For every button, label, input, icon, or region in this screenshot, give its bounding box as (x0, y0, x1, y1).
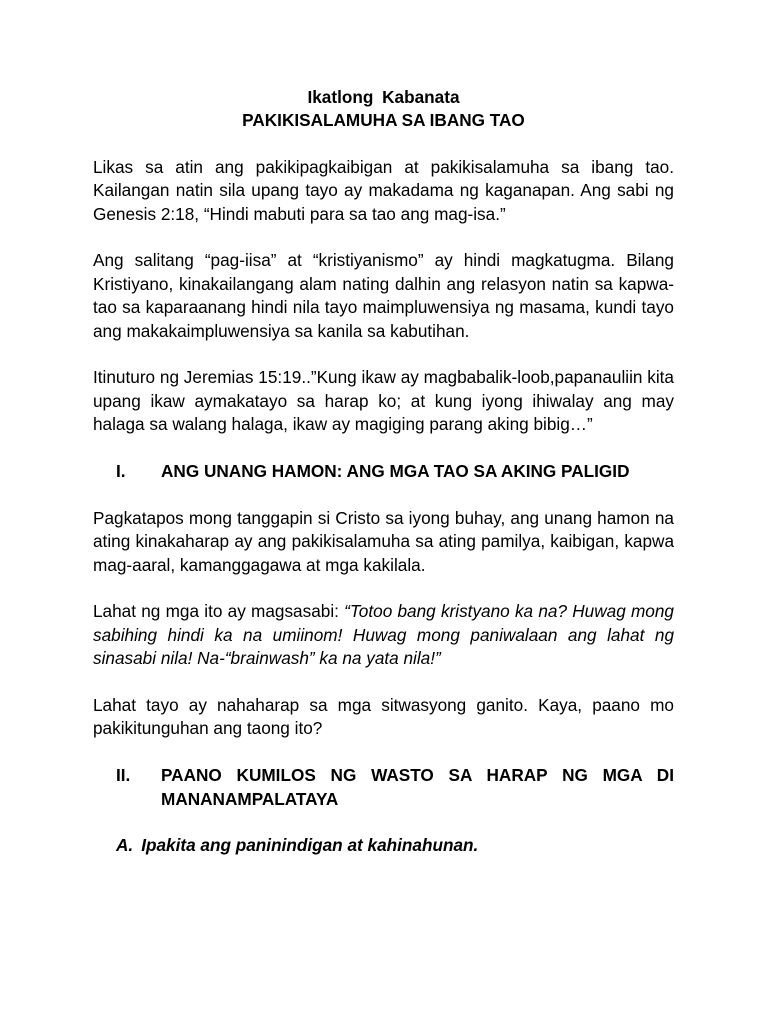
chapter-heading: PAKIKISALAMUHA SA IBANG TAO (242, 110, 525, 131)
quote-text: “Totoo bang kristyano ka na? Huwag mong sabihing hindi ka na umiinom! Huwag mong paniwalaan ang lahat ng sinasabi nila! Na-“brainwash” ka na yata nila!” (93, 601, 674, 669)
subsection-heading-a (93, 834, 674, 857)
paragraph-question: Lahat tayo ay nahaharap sa mga sitwasyong ganito. Kaya, paano mo pakikitunguhan ang taong ito? (93, 695, 674, 739)
section-title-1: ANG UNANG HAMON: ANG MGA TAO SA AKING PALIGID (161, 461, 630, 482)
section-heading-1 (93, 460, 674, 483)
section-heading-2 (93, 764, 674, 811)
section-title-2: PAANO KUMILOS NG WASTO SA HARAP NG MGA DI MANANAMPALATAYA (161, 765, 674, 809)
section-number-1: I. (116, 461, 126, 482)
paragraph-christianity: Ang salitang “pag-iisa” at “kristiyanismo” ay hindi magkatugma. Bilang Kristiyano, kinakailangang alam nating dalhin ang relasyon natin sa kapwa-tao sa kaparaanang hindi nila tayo maimpluwensiya ng masama, kundi tayo ang makakaimpluwensiya sa kanila sa kabutihan. (93, 250, 674, 341)
chapter-number: Ikatlong Kabanata (307, 87, 460, 107)
subsection-letter-a: A. (116, 835, 134, 856)
subsection-title-a: Ipakita ang paninindigan at kahinahunan. (141, 835, 479, 856)
paragraph-first-challenge: Pagkatapos mong tanggapin si Cristo sa iyong buhay, ang unang hamon na ating kinakaharap ay ang pakikisalamuha sa ating pamilya, kaibigan, kapwa mag-aaral, kamanggagawa at mga kakilala. (93, 507, 674, 575)
quote-lead-in: Lahat ng mga ito ay magsasabi: (93, 601, 345, 622)
chapter-title (93, 86, 674, 133)
paragraph-jeremiah: Itinuturo ng Jeremias 15:19..”Kung ikaw ay magbabalik-loob,papanauliin kita upang ikaw aymakatayo sa harap ko; at kung iyong ihiwalay ang may halaga sa walang halaga, ikaw ay magiging parang aking bibig…” (93, 367, 674, 435)
paragraph-intro: Likas sa atin ang pakikipagkaibigan at pakikisalamuha sa ibang tao. Kailangan natin sila upang tayo ay makadama ng kaganapan. Ang sabi ng Genesis 2:18, “Hindi mabuti para sa tao ang mag-isa.” (93, 156, 674, 224)
paragraph-quotes (93, 600, 674, 670)
section-number-2: II. (116, 765, 131, 786)
